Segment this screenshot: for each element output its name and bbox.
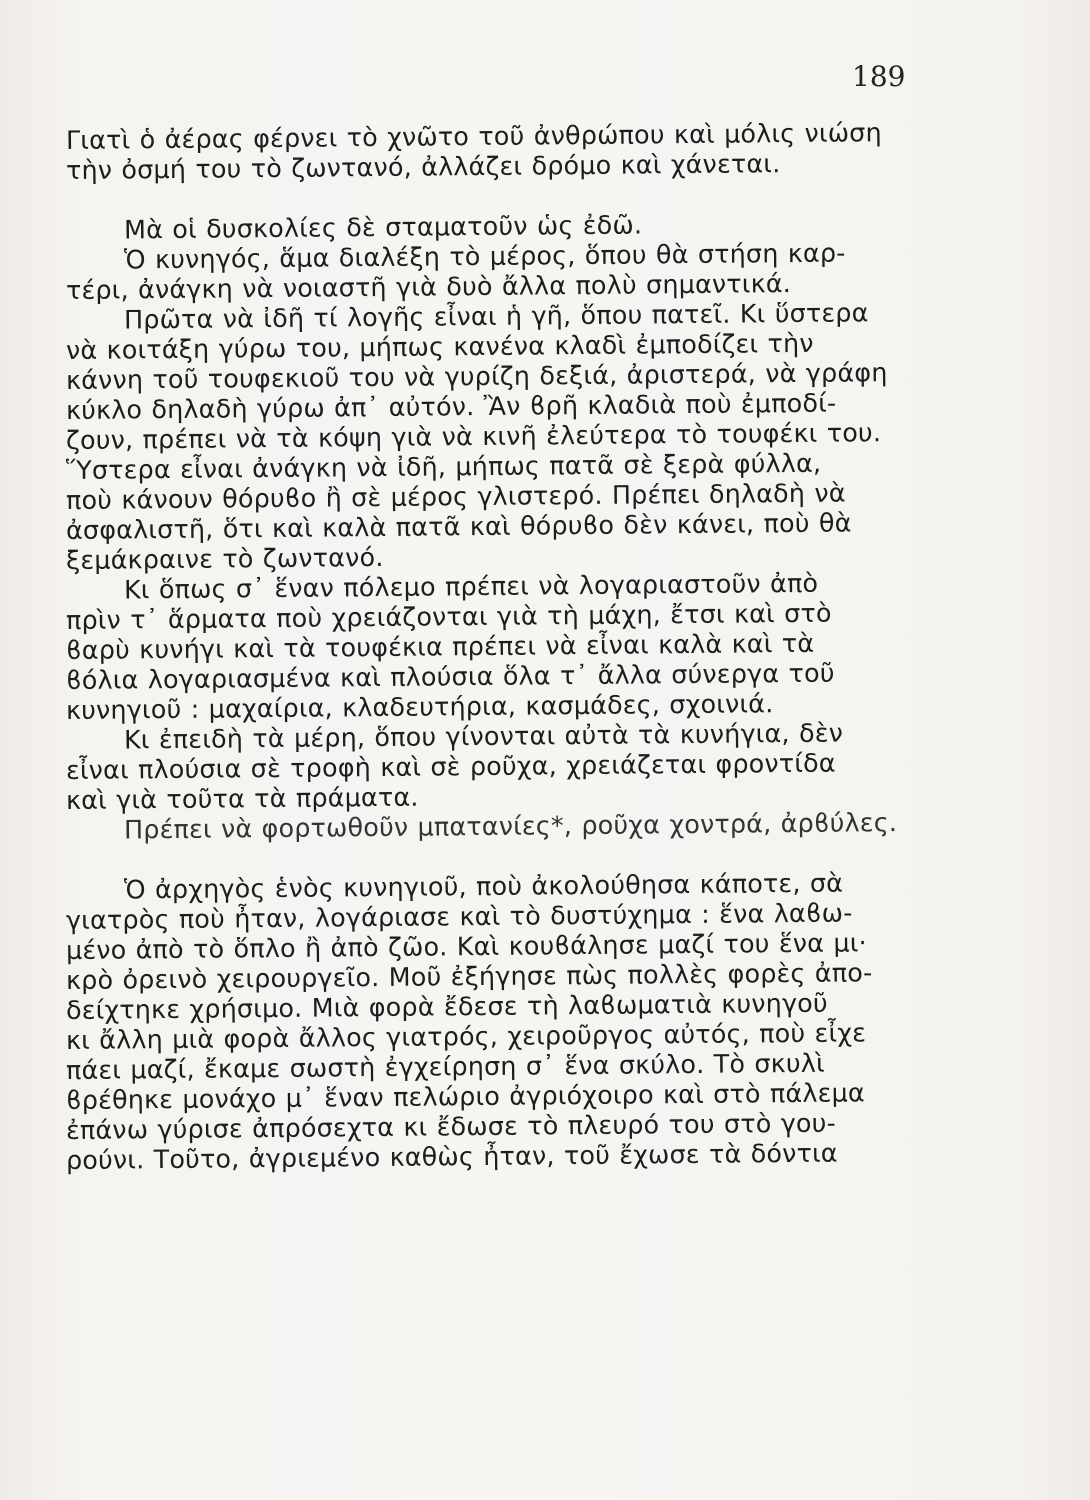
text-line: πάει μαζί, ἔκαμε σωστὴ ἐγχείρηση σ᾽ ἕνα σκύλο. Τὸ σκυλὶ [65, 1047, 825, 1085]
text-line: Κι ἐπειδὴ τὰ μέρη, ὅπου γίνονται αὐτὰ τὰ κυνήγια, δὲν [123, 717, 844, 755]
text-line: ϐόλια λογαριασμένα καὶ πλούσια ὅλα τ᾽ ἄλλα σύνεργα τοῦ [65, 657, 835, 695]
text-line: Ὁ ἀρχηγὸς ἑνὸς κυνηγιοῦ, ποὺ ἀκολούθησα κάποτε, σὰ [123, 867, 844, 905]
text-line: ἐπάνω γύρισε ἀπρόσεχτα κι ἔδωσε τὸ πλευρό του στὸ γου- [65, 1107, 837, 1145]
text-line: ξεμάκραινε τὸ ζωντανό. [65, 541, 384, 575]
text-line: δείχτηκε χρήσιμο. Μιὰ φορὰ ἔδεσε τὴ λαϐωματιὰ κυνηγοῦ [65, 987, 828, 1025]
text-line: καὶ γιὰ τοῦτα τὰ πράματα. [65, 781, 419, 815]
text-line: εἶναι πλούσια σὲ τροφὴ καὶ σὲ ροῦχα, χρειάζεται φροντίδα [65, 747, 836, 785]
text-line: Πρέπει νὰ φορτωθοῦν μπατανίες*, ροῦχα χοντρά, ἀρϐύλες. [123, 807, 898, 845]
text-line: νὰ κοιτάξη γύρω του, μήπως κανένα κλαδὶ ἐμποδίζει τὴν [65, 327, 814, 365]
text-line: Ὁ κυνηγός, ἅμα διαλέξη τὸ μέρος, ὅπου θὰ στήση καρ- [123, 237, 846, 275]
text-line: ϐαρὺ κυνήγι καὶ τὰ τουφέκια πρέπει νὰ εἶναι καλὰ καὶ τὰ [65, 627, 815, 665]
text-line: ρούνι. Τοῦτο, ἀγριεμένο καθὼς ἦταν, τοῦ ἔχωσε τὰ δόντια [65, 1137, 838, 1175]
text-line: κι ἄλλη μιὰ φορὰ ἄλλος γιατρός, χειροῦργος αὐτός, ποὺ εἶχε [65, 1017, 867, 1055]
page-number: 189 [852, 60, 906, 93]
text-line: ἀσφαλιστῆ, ὅτι καὶ καλὰ πατᾶ καὶ θόρυϐο δὲν κάνει, ποὺ θὰ [65, 507, 852, 545]
text-line: κρὸ ὀρεινὸ χειρουργεῖο. Μοῦ ἐξήγησε πὼς πολλὲς φορὲς ἀπο- [65, 957, 873, 995]
text-line: Πρῶτα νὰ ἰδῆ τί λογῆς εἶναι ἡ γῆ, ὅπου πατεῖ. Κι ὕστερα [123, 297, 869, 335]
text-line: πρὶν τ᾽ ἅρματα ποὺ χρειάζονται γιὰ τὴ μάχη, ἔτσι καὶ στὸ [65, 597, 832, 635]
text-line: τέρι, ἀνάγκη νὰ νοιαστῆ γιὰ δυὸ ἄλλα πολὺ σημαντικά. [65, 268, 792, 305]
text-line: ποὺ κάνουν θόρυϐο ἢ σὲ μέρος γλιστερό. Πρέπει δηλαδὴ νὰ [65, 477, 846, 515]
body-text [65, 117, 916, 1175]
text-line: μένο ἀπὸ τὸ ὅπλο ἢ ἀπὸ ζῶο. Καὶ κουϐάλησε μαζί του ἕνα μι· [65, 927, 867, 965]
text-line: ϐρέθηκε μονάχο μ᾽ ἕναν πελώριο ἀγριόχοιρο καὶ στὸ πάλεμα [65, 1077, 865, 1115]
text-line: Ὕστερα εἶναι ἀνάγκη νὰ ἰδῆ, μήπως πατᾶ σὲ ξερὰ φύλλα, [65, 447, 822, 485]
text-line: κυνηγιοῦ : μαχαίρια, κλαδευτήρια, κασμάδες, σχοινιά. [65, 688, 774, 725]
text-line: Κι ὅπως σ᾽ ἕναν πόλεμο πρέπει νὰ λογαριαστοῦν ἀπὸ [123, 567, 819, 605]
text-line: ζουν, πρέπει νὰ τὰ κόψη γιὰ νὰ κινῆ ἐλεύτερα τὸ τουφέκι του. [65, 417, 882, 455]
text-line: Γιατὶ ὁ ἀέρας φέρνει τὸ χνῶτο τοῦ ἀνθρώπου καὶ μόλις νιώση [65, 117, 882, 155]
text-line: κύκλο δηλαδὴ γύρω ἀπ᾽ αὐτόν. Ἂν ϐρῆ κλαδιὰ ποὺ ἐμποδί- [65, 387, 837, 425]
text-line: κάννη τοῦ τουφεκιοῦ του νὰ γυρίζη δεξιά, ἀριστερά, νὰ γράφη [65, 357, 888, 395]
text-line: τὴν ὀσμή του τὸ ζωντανό, ἀλλάζει δρόμο καὶ χάνεται. [65, 148, 781, 185]
text-line: γιατρὸς ποὺ ἦταν, λογάριασε καὶ τὸ δυστύχημα : ἕνα λαϐω- [65, 897, 853, 935]
text-line: Μὰ οἱ δυσκολίες δὲ σταματοῦν ὡς ἐδῶ. [123, 209, 643, 245]
